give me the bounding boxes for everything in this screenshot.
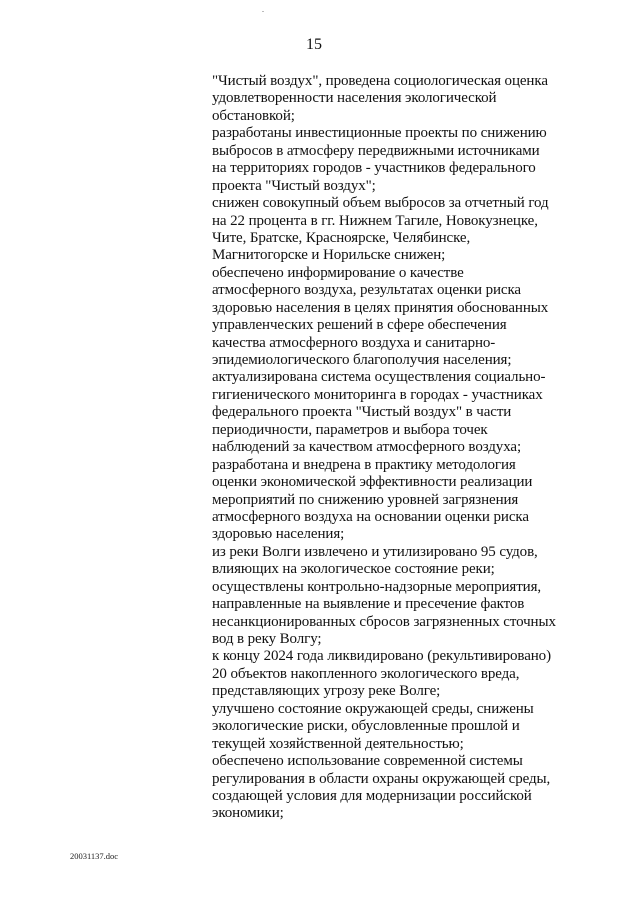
body-line: актуализирована система осуществления социально- (212, 369, 546, 386)
body-line: несанкционированных сбросов загрязненных сточных (212, 613, 556, 630)
body-line: представляющих угрозу реке Волге; (212, 683, 441, 700)
body-line: мероприятий по снижению уровней загрязнения (212, 491, 519, 508)
body-line: разработаны инвестиционные проекты по снижению (212, 125, 547, 142)
body-line: здоровью населения в целях принятия обоснованных (212, 299, 549, 316)
body-line: федерального проекта "Чистый воздух" в части (212, 404, 512, 421)
body-line: оценки экономической эффективности реализации (212, 474, 533, 491)
footer-file-name: 20031137.doc (70, 851, 119, 861)
body-line: к концу 2024 года ликвидировано (рекультивировано) (212, 648, 551, 665)
body-line: выбросов в атмосферу передвижными источниками (212, 142, 540, 159)
body-line: снижен совокупный объем выбросов за отчетный год (212, 195, 549, 212)
body-line: атмосферного воздуха, результатах оценки риска (212, 282, 521, 299)
body-line: экономики; (212, 805, 284, 822)
scan-artifact (262, 11, 264, 12)
body-line: текущей хозяйственной деятельностью; (212, 735, 464, 752)
body-line: влияющих на экологическое состояние реки; (212, 561, 495, 578)
body-line: удовлетворенности населения экологической (212, 90, 497, 107)
body-line: улучшено состояние окружающей среды, снижены (212, 700, 534, 717)
body-line: 20 объектов накопленного экологического вреда, (212, 665, 520, 682)
body-line: управленческих решений в сфере обеспечения (212, 317, 507, 334)
body-line: создающей условия для модернизации российской (212, 787, 532, 804)
body-line: экологические риски, обусловленные прошлой и (212, 718, 520, 735)
document-body (212, 73, 634, 823)
body-line: на территориях городов - участников федерального (212, 160, 536, 177)
body-line: на 22 процента в гг. Нижнем Тагиле, Новокузнецке, (212, 212, 538, 229)
body-line: гигиенического мониторинга в городах - участниках (212, 386, 543, 403)
body-line: обеспечено информирование о качестве (212, 264, 464, 281)
body-line: из реки Волги извлечено и утилизировано 95 судов, (212, 543, 538, 560)
body-line: "Чистый воздух", проведена социологическая оценка (212, 73, 548, 89)
body-line: эпидемиологического благополучия населения; (212, 352, 512, 368)
body-line: обеспечено использование современной системы (212, 753, 523, 770)
body-line: Чите, Братске, Красноярске, Челябинске, (212, 229, 471, 246)
body-line: периодичности, параметров и выбора точек (212, 421, 488, 438)
page-number: 15 (306, 36, 322, 53)
body-line: качества атмосферного воздуха и санитарно- (212, 334, 496, 351)
body-line: Магнитогорске и Норильске снижен; (212, 247, 446, 264)
body-line: атмосферного воздуха на основании оценки риска (212, 508, 529, 525)
body-line: осуществлены контрольно-надзорные мероприятия, (212, 578, 542, 595)
body-line: проекта "Чистый воздух"; (212, 177, 376, 194)
body-line: здоровью населения; (212, 526, 345, 543)
body-line: обстановкой; (212, 107, 295, 124)
body-line: направленные на выявление и пресечение фактов (212, 596, 525, 613)
body-line: разработана и внедрена в практику методология (212, 456, 516, 473)
body-line: наблюдений за качеством атмосферного воздуха; (212, 439, 522, 456)
body-line: вод в реку Волгу; (212, 631, 322, 647)
body-line: регулирования в области охраны окружающей среды, (212, 770, 551, 787)
